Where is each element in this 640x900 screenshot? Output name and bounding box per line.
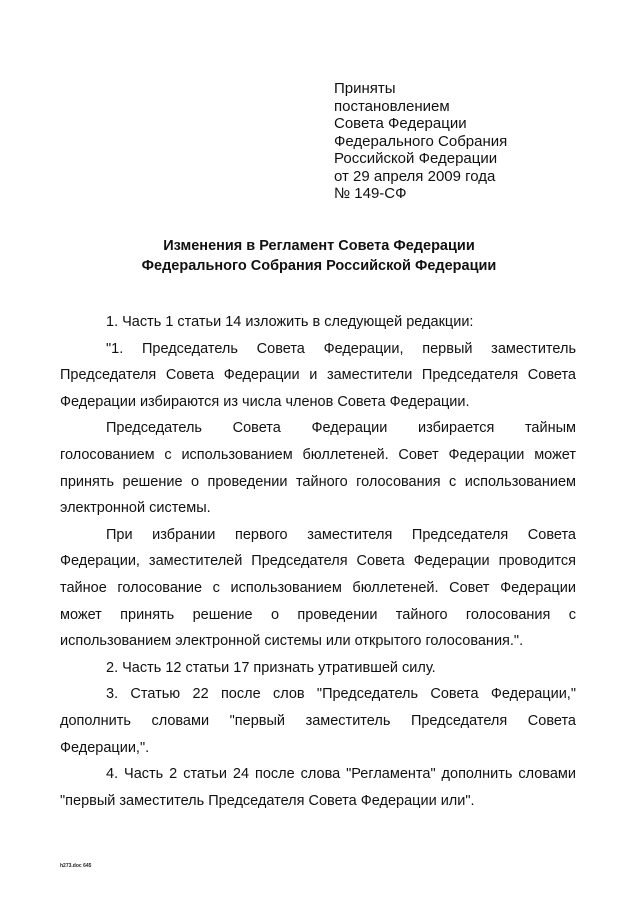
body-line: 4. Часть 2 статьи 24 после слова "Регламента" дополнить словами: [106, 766, 576, 783]
title-line-2: Федерального Собрания Российской Федерации: [141, 258, 497, 274]
body-line: Федерации,".: [60, 739, 150, 756]
body-line: голосованием с использованием бюллетеней. Совет Федерации может: [60, 446, 576, 463]
file-footer: h273.doc 645: [60, 863, 92, 869]
stamp-line: постановлением: [334, 97, 450, 115]
body-line: Федерации, заместителей Председателя Совета Федерации проводится: [60, 553, 576, 570]
body-line: использованием электронной системы или открытого голосования.".: [60, 633, 524, 650]
body-line: "первый заместитель Председателя Совета Федерации или".: [60, 792, 475, 809]
stamp-line: Совета Федерации: [334, 115, 467, 132]
body-line: "1. Председатель Совета Федерации, первый заместитель: [106, 340, 576, 357]
document-title: [60, 236, 578, 276]
body-line: может принять решение о проведении тайного голосования с: [60, 606, 576, 623]
body-line: Председателя Совета Федерации и заместители Председателя Совета: [60, 367, 576, 384]
document-body: [60, 309, 576, 814]
body-line: электронной системы.: [60, 500, 211, 517]
stamp-line: Федерального Собрания: [334, 132, 508, 150]
body-line: принять решение о проведении тайного голосования с использованием: [60, 473, 576, 490]
body-line: 3. Статью 22 после слов "Председатель Совета Федерации,": [106, 686, 576, 703]
adoption-stamp: [334, 80, 507, 203]
body-line: дополнить словами "первый заместитель Председателя Совета: [60, 712, 576, 729]
stamp-line: № 149-СФ: [334, 185, 407, 202]
body-line: Председатель Совета Федерации избирается тайным: [106, 420, 576, 437]
stamp-line: Приняты: [334, 80, 396, 97]
body-line: Федерации избираются из числа членов Совета Федерации.: [60, 393, 470, 410]
body-line: тайное голосование с использованием бюллетеней. Совет Федерации: [60, 579, 576, 596]
body-line: При избрании первого заместителя Председателя Совета: [106, 526, 576, 543]
stamp-line: Российской Федерации: [334, 150, 498, 167]
body-line: 1. Часть 1 статьи 14 изложить в следующей редакции:: [106, 314, 474, 330]
title-line-1: Изменения в Регламент Совета Федерации: [163, 238, 475, 254]
stamp-line: от 29 апреля 2009 года: [334, 167, 496, 185]
body-line: 2. Часть 12 статьи 17 признать утратившей силу.: [106, 659, 436, 676]
